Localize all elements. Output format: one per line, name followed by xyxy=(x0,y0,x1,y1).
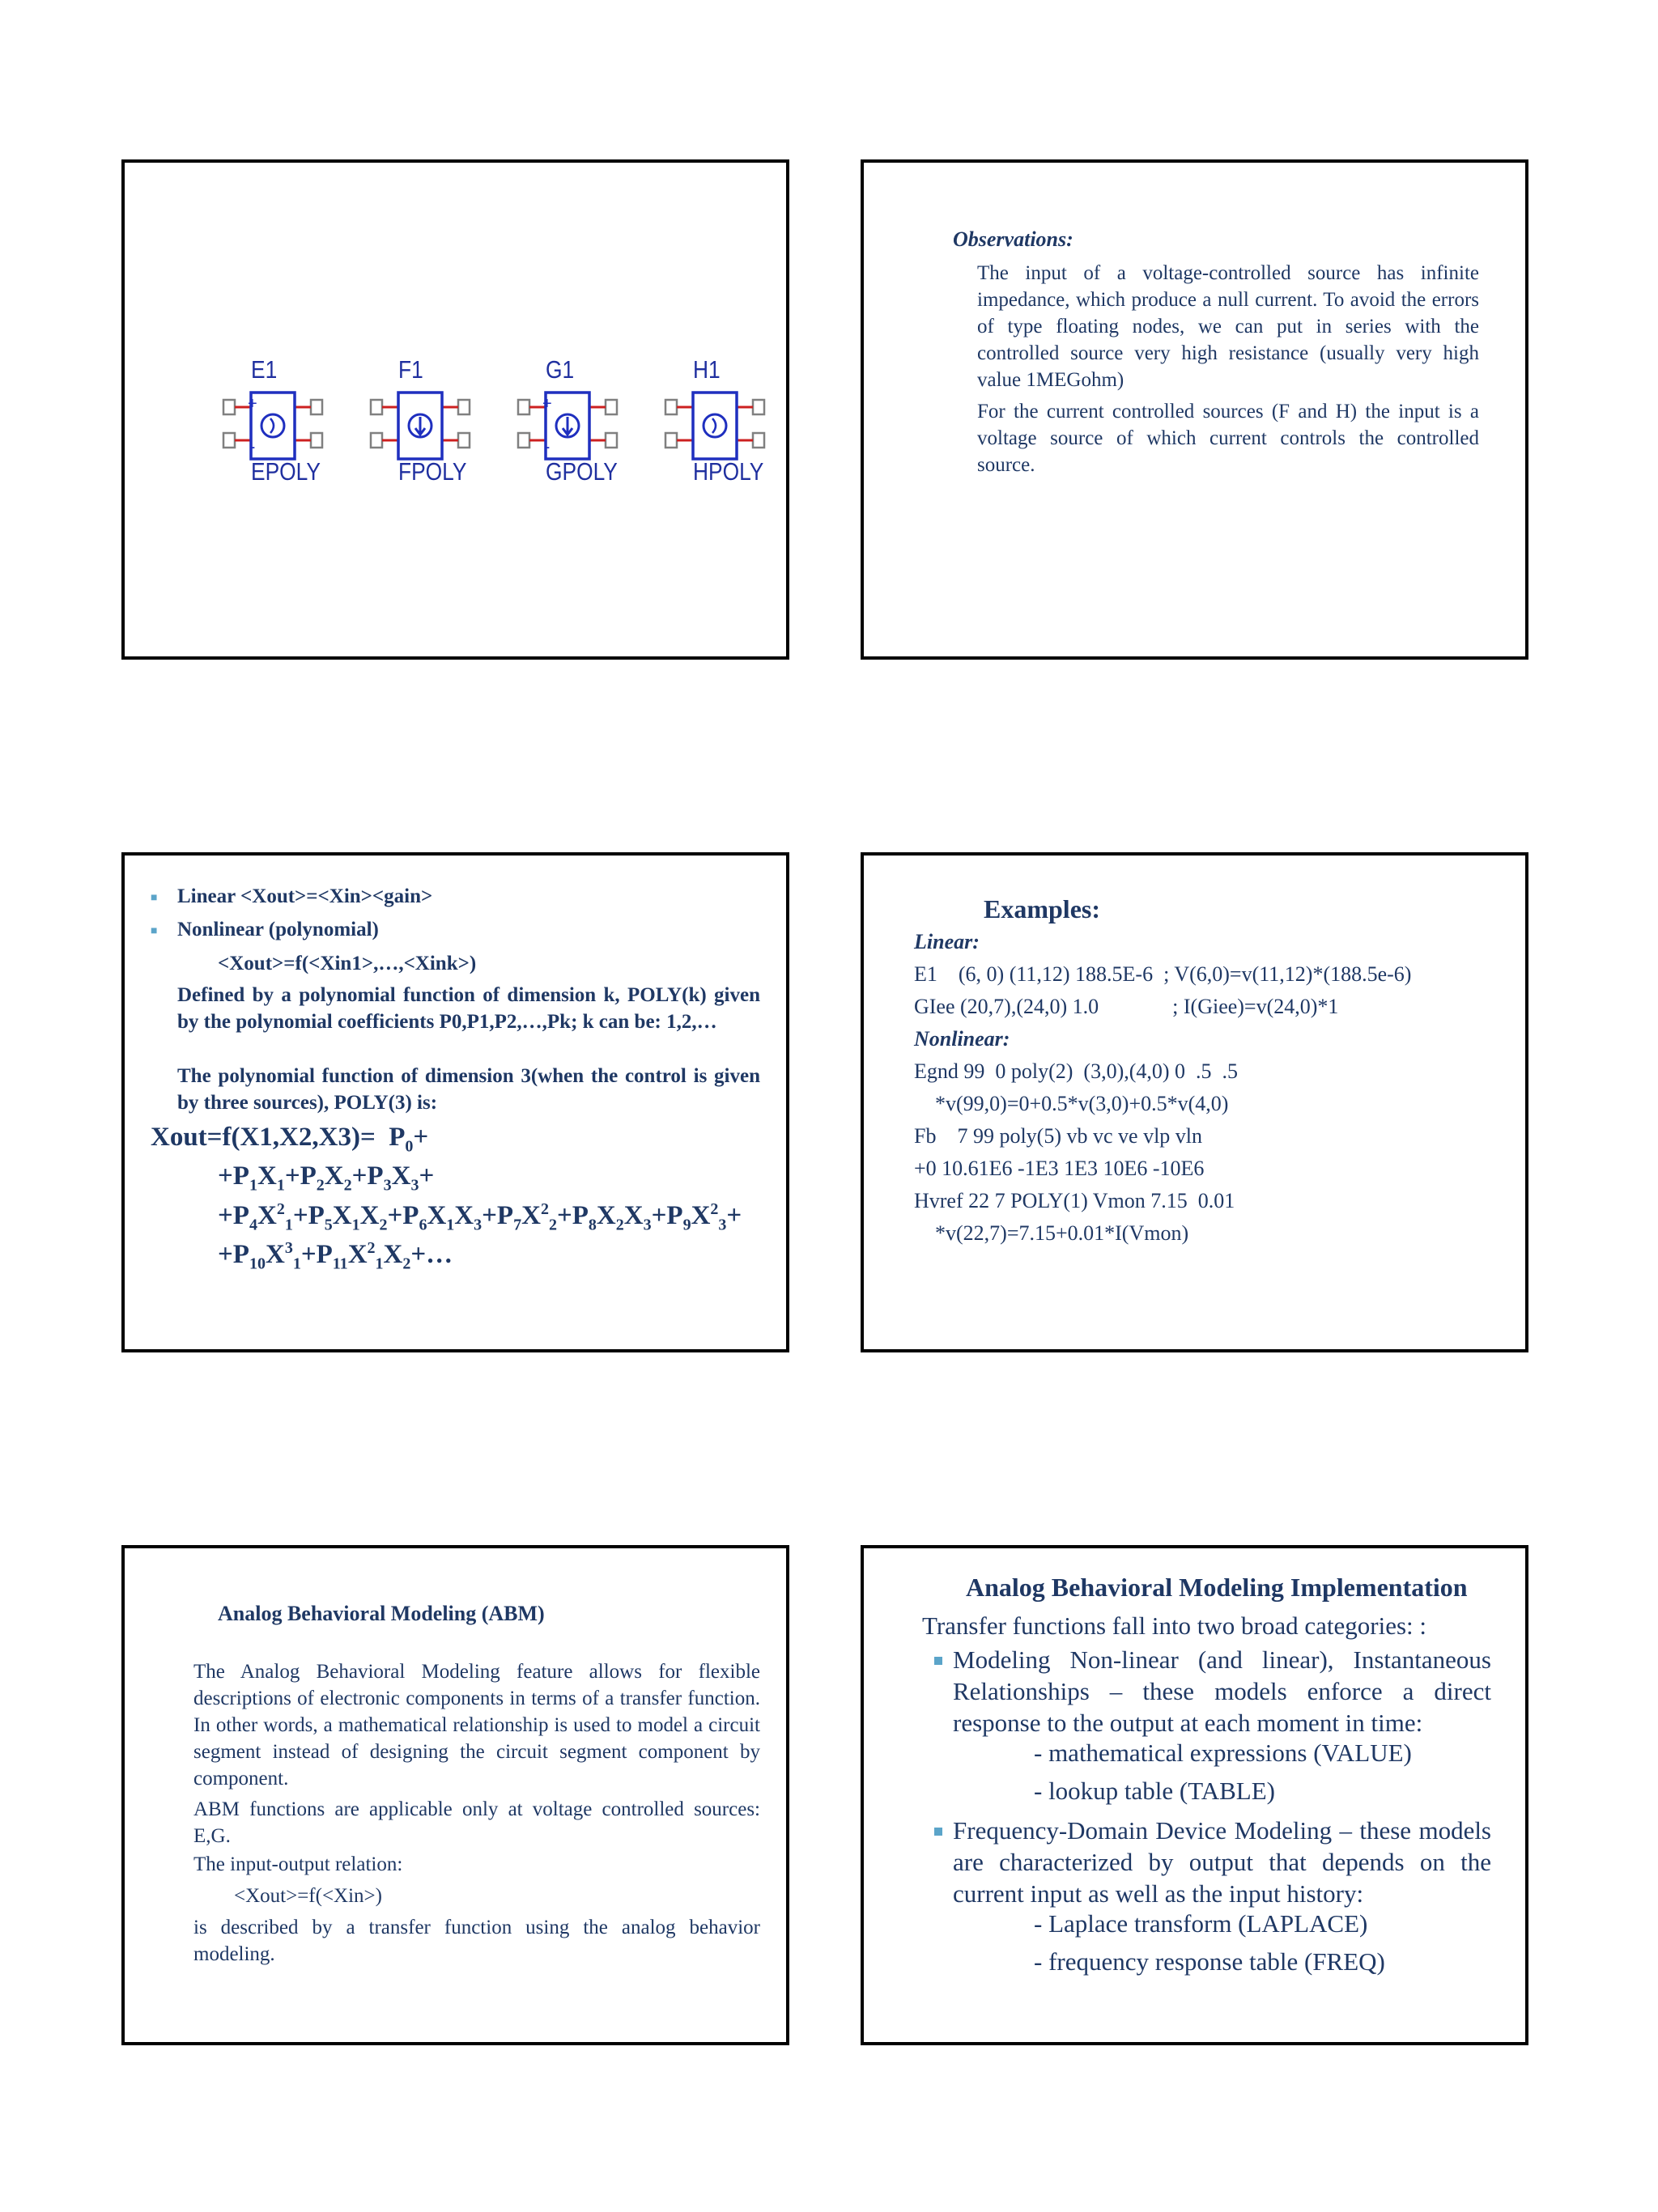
example-line-fb: Fb 7 99 poly(5) vb vc ve vlp vln xyxy=(914,1124,1203,1148)
examples-title: Examples: xyxy=(984,894,1100,923)
poly3-paragraph: The polynomial function of dimension 3(when the control is given by three sources), POLY(3) is: xyxy=(177,1065,760,1114)
formula-tail: +… xyxy=(410,1240,453,1269)
formula-line-4: $+P_{10}X^3_1+P_{11}X^2_1X_2+\dots$ xyxy=(218,1239,453,1273)
nonlinear-function: <Xout>=f(<Xin1>,…,<Xink>) xyxy=(218,953,477,974)
formula-line-3: $+P_4X^2_1+P_5X_1X_2+P_6X_1X_3+P_7X^2_2+P_8X_2X_3+P_9X^2_3+$ xyxy=(218,1200,742,1234)
slide-abm-implementation xyxy=(861,1545,1528,2045)
example-line-egnd-eq: *v(99,0)=0+0.5*v(3,0)+0.5*v(4,0) xyxy=(914,1092,1229,1115)
controlled-source-symbol xyxy=(359,357,481,495)
item-table: - lookup table (TABLE) xyxy=(1034,1777,1275,1805)
abm-paragraph-2: ABM functions are applicable only at voltage controlled sources: E,G. xyxy=(193,1798,760,1847)
component-model: EPOLY xyxy=(251,457,321,486)
example-line-hvref-eq: *v(22,7)=7.15+0.01*I(Vmon) xyxy=(914,1221,1189,1245)
observation-paragraph-1: The input of a voltage-controlled source has infinite impedance, which produce a null current. To avoid the errors of type floating nodes, we can put in series with the controlled source very high resistance (usually very high value 1MEGohm) xyxy=(977,262,1479,391)
example-line-e1: E1 (6, 0) (11,12) 188.5E-6 ; V(6,0)=v(11,12)*(188.5e-6) xyxy=(914,962,1412,986)
poly-definition-paragraph: Defined by a polynomial function of dimension k, POLY(k) given by the polynomial coefficients P0,P1,P2,…,Pk; k can be: 1,2,… xyxy=(177,984,760,1033)
component-model: HPOLY xyxy=(693,457,764,486)
component-name: G1 xyxy=(546,355,575,384)
slide-examples xyxy=(861,852,1528,1352)
minus-sign: - xyxy=(249,436,256,456)
bullet-linear: Linear <Xout>=<Xin><gain> xyxy=(177,885,433,907)
example-line-fb-coeffs: +0 10.61E6 -1E3 1E3 10E6 -10E6 xyxy=(914,1157,1205,1180)
plus-sign: + xyxy=(248,395,257,413)
minus-sign: - xyxy=(544,436,551,456)
slide-polynomial-sources xyxy=(121,852,789,1352)
component-model: FPOLY xyxy=(398,457,467,486)
example-line-giee: GIee (20,7),(24,0) 1.0 ; I(Giee)=v(24,0)*1 xyxy=(914,995,1339,1018)
component-name: E1 xyxy=(251,355,278,384)
formula-line-1: Xout=f(X1,X2,X3)= $P_0+$ xyxy=(151,1123,429,1156)
bullet-frequency-domain: Frequency-Domain Device Modeling – these models are characterized by output that depends on the current input as well as the input history: xyxy=(953,1816,1491,1908)
controlled-source-symbol xyxy=(507,357,628,495)
formula-line-2: $+P_1X_1+P_2X_2+P_3X_3+$ xyxy=(218,1161,435,1195)
observation-paragraph-2: For the current controlled sources (F and H) the input is a voltage source of which current controls the controlled source. xyxy=(977,401,1479,476)
linear-heading: Linear: xyxy=(914,930,980,953)
abm-title: Analog Behavioral Modeling (ABM) xyxy=(218,1602,545,1625)
example-line-hvref: Hvref 22 7 POLY(1) Vmon 7.15 0.01 xyxy=(914,1189,1235,1212)
abm-relation: <Xout>=f(<Xin>) xyxy=(234,1885,382,1907)
controlled-source-symbol xyxy=(654,357,776,495)
bullet-nonlinear: Nonlinear (polynomial) xyxy=(177,919,379,940)
bullet-marker: ■ xyxy=(151,892,158,904)
implementation-title: Analog Behavioral Modeling Implementation xyxy=(966,1573,1468,1602)
bullet-marker xyxy=(934,1828,942,1836)
bullet-marker xyxy=(934,1657,942,1665)
slide-observations xyxy=(861,159,1528,660)
formula-head: Xout=f(X1,X2,X3)= xyxy=(151,1123,376,1152)
abm-paragraph-1: The Analog Behavioral Modeling feature allows for flexible descriptions of electronic components in terms of a transfer function. In other words, a mathematical relationship is used to model a circuit segment instead of designing the circuit segment component by component. xyxy=(193,1661,760,1790)
bullet-instantaneous: Modeling Non-linear (and linear), Instantaneous Relationships – these models enforce a direct response to the output at each moment in time: xyxy=(953,1645,1491,1737)
item-laplace: - Laplace transform (LAPLACE) xyxy=(1034,1909,1368,1938)
controlled-source-symbol xyxy=(212,357,334,495)
abm-paragraph-5: is described by a transfer function using the analog behavior modeling. xyxy=(193,1917,760,1965)
abm-paragraph-3: The input-output relation: xyxy=(193,1853,403,1875)
nonlinear-heading: Nonlinear: xyxy=(914,1027,1010,1051)
component-name: H1 xyxy=(693,355,721,384)
component-model: GPOLY xyxy=(546,457,618,486)
bullet-marker: ■ xyxy=(151,925,158,937)
item-freq: - frequency response table (FREQ) xyxy=(1034,1947,1385,1976)
implementation-intro: Transfer functions fall into two broad categories: : xyxy=(922,1611,1427,1640)
plus-sign: + xyxy=(542,395,552,413)
slide-controlled-sources-symbols xyxy=(121,159,789,660)
example-line-egnd: Egnd 99 0 poly(2) (3,0),(4,0) 0 .5 .5 xyxy=(914,1059,1239,1083)
component-name: F1 xyxy=(398,355,423,384)
item-value: - mathematical expressions (VALUE) xyxy=(1034,1739,1412,1767)
observations-heading: Observations: xyxy=(953,227,1073,251)
slide-abm xyxy=(121,1545,789,2045)
